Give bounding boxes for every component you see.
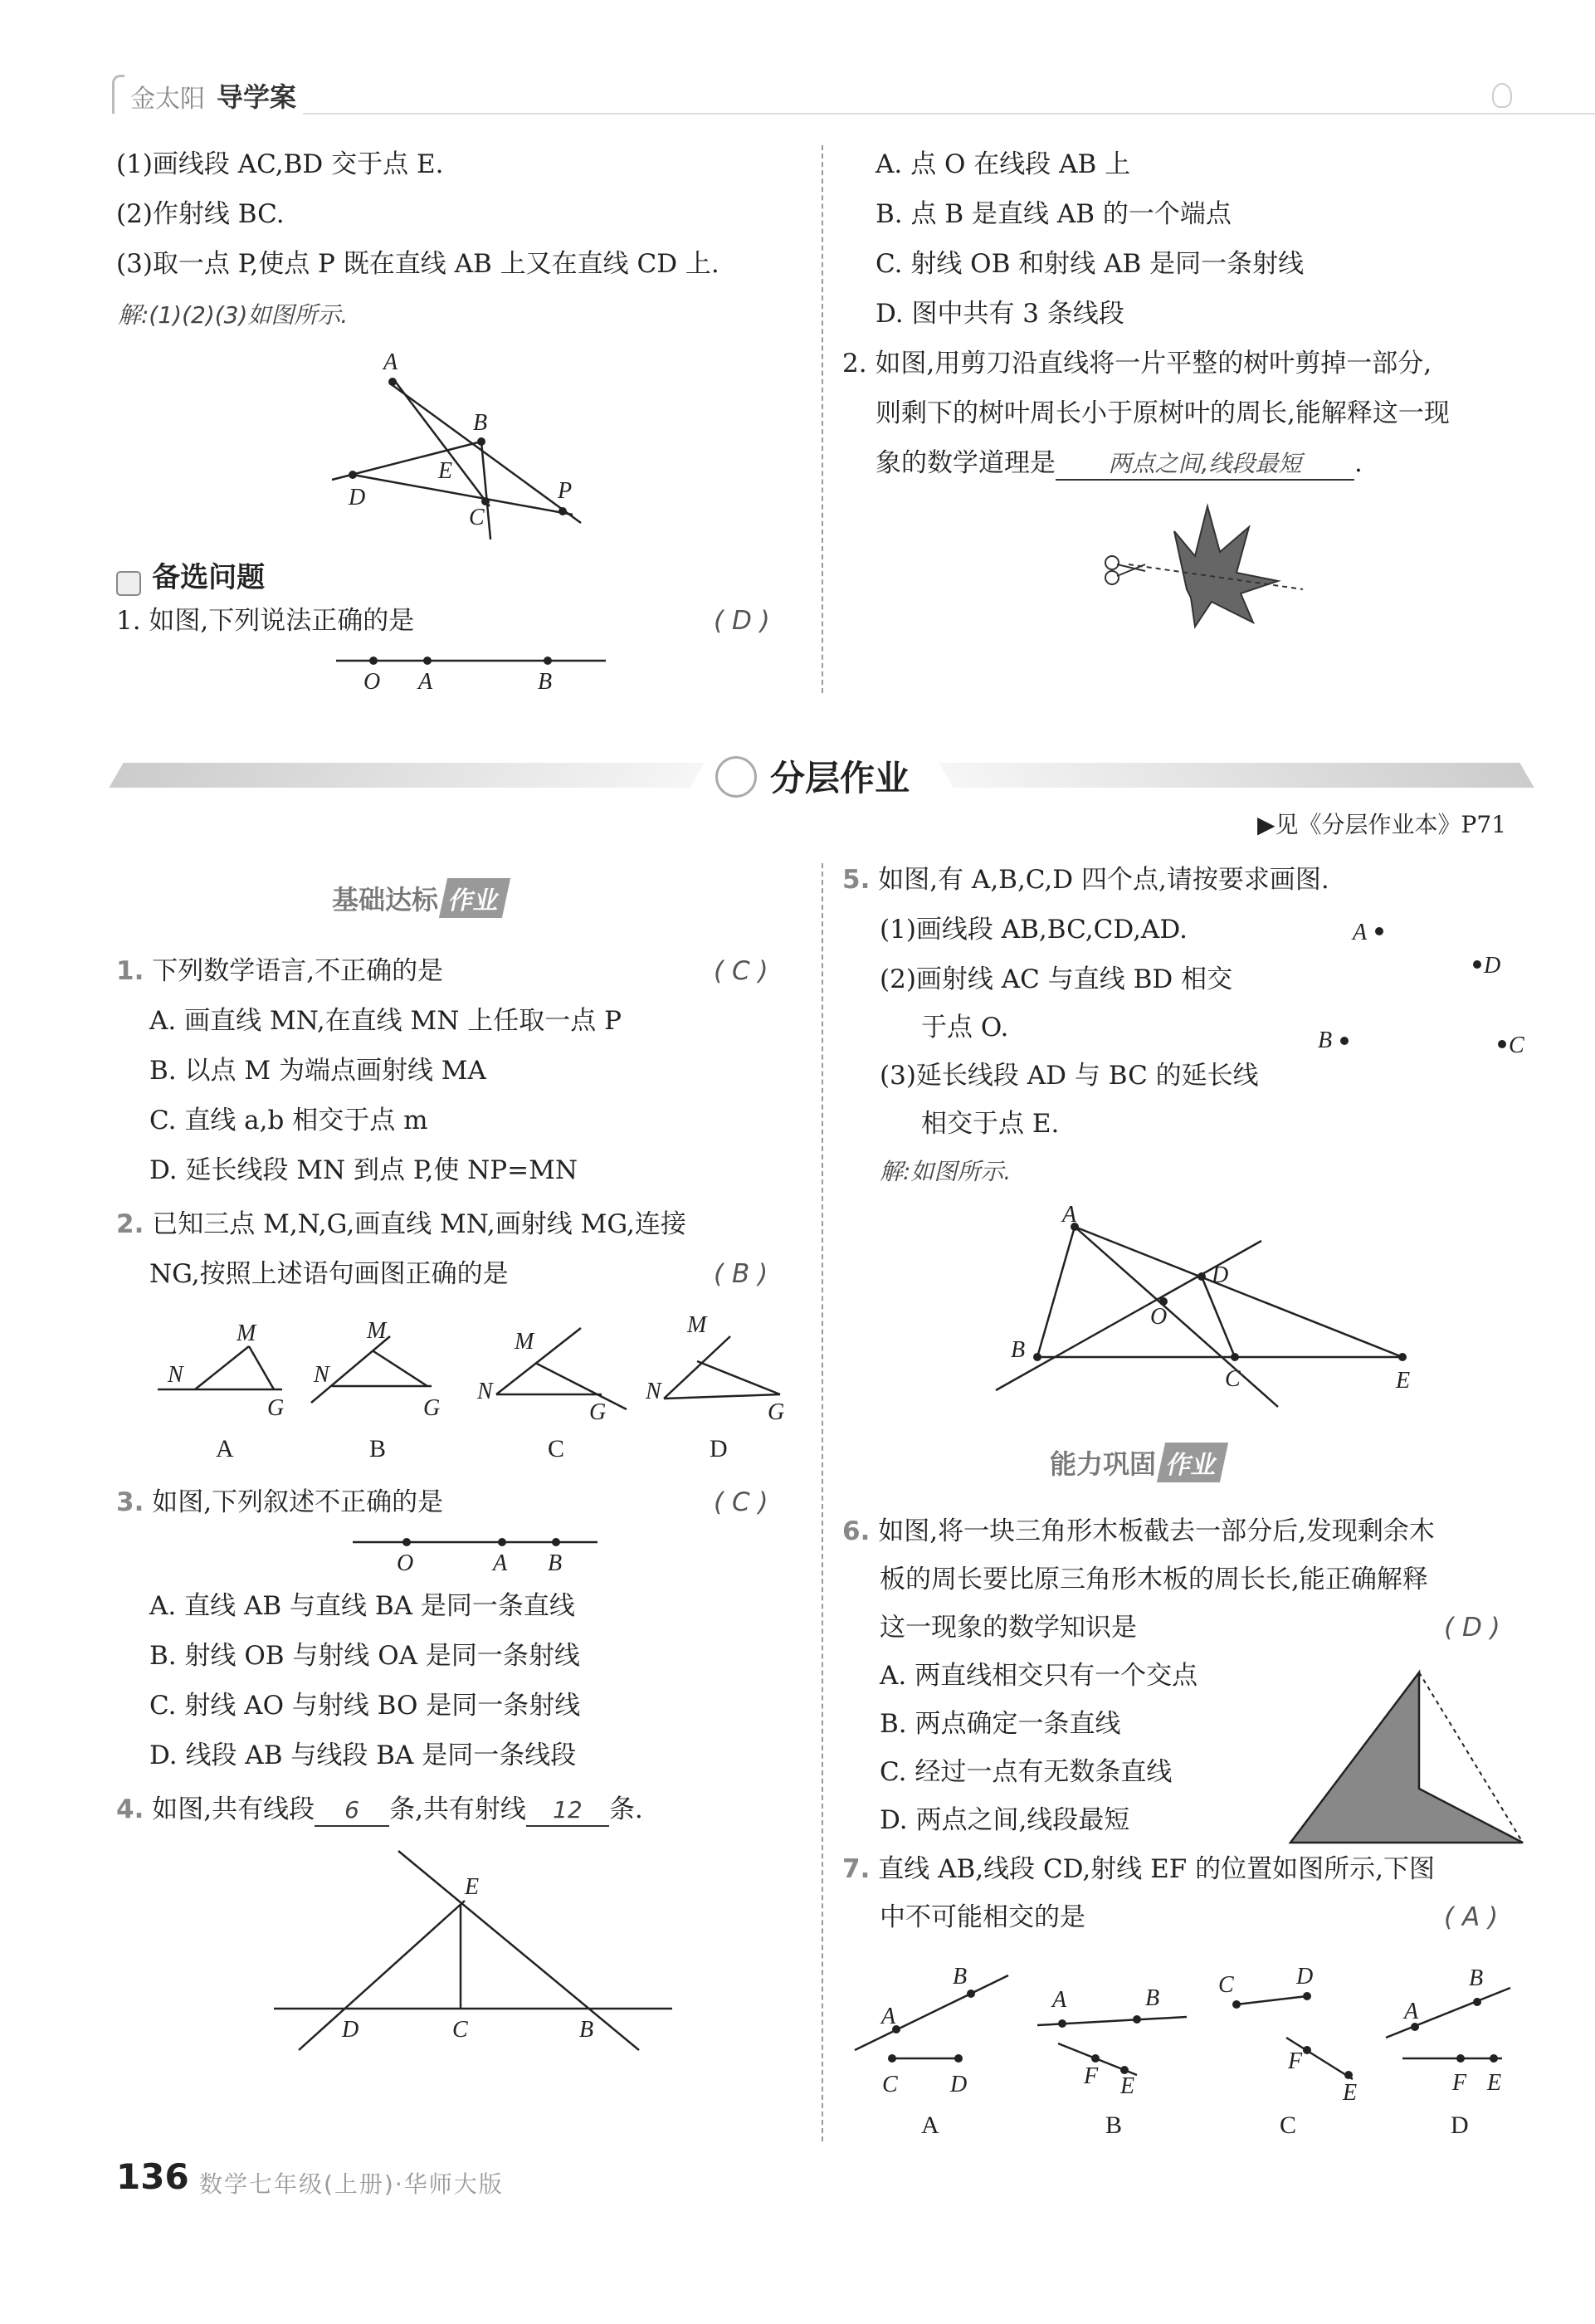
jichu-tag-text: 基础达标 (332, 884, 439, 915)
jq3-option-b: B. 射线 OB 与射线 OA 是同一条射线 (149, 1641, 580, 1671)
jq4-post: 条. (608, 1794, 643, 1824)
nengli-tag (1050, 1443, 1224, 1482)
q2-post: . (1354, 448, 1363, 478)
beixuan-q2-line3 (876, 447, 1363, 481)
beixuan-option-d: D. 图中共有 3 条线段 (876, 299, 1124, 329)
label-A: A (383, 349, 398, 375)
jq1 (116, 954, 443, 988)
choice-D: D (710, 1435, 728, 1462)
rq7-num: 7. (842, 1854, 871, 1884)
jq1-text: 下列数学语言,不正确的是 (152, 956, 444, 986)
jq3 (116, 1486, 443, 1519)
label-C: C (469, 505, 485, 530)
rq6-line1 (842, 1515, 1435, 1548)
b-G: G (423, 1395, 441, 1421)
header-left-bracket (112, 75, 124, 114)
d-M: M (687, 1312, 707, 1338)
beixuan-heading (116, 554, 265, 596)
c-D: D (1296, 1964, 1314, 1990)
label-B: B (538, 669, 553, 695)
rq6-triangle-figure (1286, 1664, 1535, 1855)
beixuan-title: 备选问题 (152, 561, 266, 594)
jq2-text1: 已知三点 M,N,G,画直线 MN,画射线 MG,连接 (152, 1209, 686, 1239)
rq6-option-b: B. 两点确定一条直线 (880, 1709, 1121, 1739)
a-C: C (882, 2072, 898, 2097)
label-D: D (342, 2017, 359, 2043)
rq5-text: 如图,有 A,B,C,D 四个点,请按要求画图. (878, 865, 1329, 895)
jq2-line1 (116, 1208, 686, 1241)
rq5-s2a: (2)画射线 AC 与直线 BD 相交 (880, 964, 1233, 994)
jq2-figures (149, 1303, 797, 1469)
beixuan-option-c: C. 射线 OB 和射线 AB 是同一条射线 (876, 249, 1305, 279)
nengli-tag-zuoye: 作业 (1157, 1443, 1228, 1482)
d-F: F (1452, 2070, 1467, 2096)
rq6-option-c: C. 经过一点有无数条直线 (880, 1757, 1173, 1787)
label-B: B (473, 410, 488, 436)
rq5-sol: 解:如图所示. (880, 1158, 1012, 1185)
section-band (116, 743, 1527, 809)
page-number: 136 (116, 2156, 189, 2197)
pt-A: A (1353, 920, 1368, 945)
jq2-num: 2. (116, 1209, 144, 1239)
a-A: A (881, 2004, 896, 2029)
rq6-option-d: D. 两点之间,线段最短 (880, 1805, 1130, 1835)
label-B: B (579, 2017, 594, 2043)
rq5-s2b: 于点 O. (921, 1013, 1009, 1042)
beixuan-q1-answer: ( D ) (714, 606, 770, 636)
book-title: 数学七年级(上册)·华师大版 (199, 2170, 504, 2198)
d-N: N (646, 1379, 661, 1404)
rq5-num: 5. (842, 865, 871, 895)
column-divider-main (822, 863, 823, 2141)
q2-pre: 象的数学道理是 (876, 448, 1056, 478)
c-N: N (477, 1379, 493, 1404)
a-D: D (950, 2072, 968, 2097)
c-E: E (1343, 2080, 1358, 2106)
beixuan-option-b: B. 点 B 是直线 AB 的一个端点 (876, 199, 1232, 229)
jq4-answer-2: 12 (526, 1795, 609, 1827)
jq1-answer: ( C ) (714, 956, 768, 986)
label-P: P (558, 478, 573, 504)
section-icon (715, 756, 757, 798)
column-divider-top (822, 145, 823, 693)
b-B: B (1145, 1985, 1160, 2011)
jq3-text: 如图,下列叙述不正确的是 (152, 1487, 444, 1517)
step-2: (2)作射线 BC. (116, 199, 285, 229)
label-A: A (418, 669, 433, 695)
jq3-option-a: A. 直线 AB 与直线 BA 是同一条直线 (149, 1591, 575, 1621)
c-M: M (515, 1329, 534, 1355)
leaf-figure (1095, 498, 1311, 631)
figure-lines-ab-cd (315, 340, 598, 540)
c-C: C (1218, 1972, 1234, 1998)
sol-A: A (1062, 1204, 1077, 1228)
section-title: 分层作业 (770, 758, 910, 798)
label-E: E (465, 1874, 480, 1900)
bulb-icon (1492, 83, 1512, 108)
rq7-line2: 中不可能相交的是 (880, 1902, 1085, 1932)
d-G: G (768, 1399, 785, 1425)
d-E: E (1487, 2070, 1502, 2096)
sol-E: E (1396, 1368, 1411, 1394)
choice-B: B (369, 1435, 387, 1462)
jq3-option-d: D. 线段 AB 与线段 BA 是同一条线段 (149, 1741, 577, 1770)
jq3-option-c: C. 射线 AO 与射线 BO 是同一条射线 (149, 1691, 581, 1721)
q7-choice-D: D (1451, 2112, 1469, 2139)
jq4-num: 4. (116, 1794, 144, 1824)
jq1-option-b: B. 以点 M 为端点画射线 MA (149, 1056, 486, 1086)
jq4 (116, 1793, 643, 1827)
beixuan-q1-figure (332, 647, 614, 697)
jichu-tag-zuoye: 作业 (439, 878, 510, 918)
label-A: A (493, 1550, 508, 1576)
step-3: (3)取一点 P,使点 P 既在直线 AB 上又在直线 CD 上. (116, 249, 719, 279)
rq7-answer: ( A ) (1444, 1902, 1499, 1932)
label-D: D (349, 485, 366, 510)
rq5-s1: (1)画线段 AB,BC,CD,AD. (880, 915, 1188, 945)
pt-B: B (1318, 1028, 1333, 1053)
sol-B: B (1011, 1337, 1026, 1363)
header-brand: 金太阳 (130, 85, 205, 114)
b-F: F (1084, 2063, 1099, 2089)
jq4-mid: 条,共有射线 (389, 1794, 526, 1824)
jq1-option-a: A. 画直线 MN,在直线 MN 上任取一点 P (149, 1006, 622, 1036)
beixuan-q1: 1. 如图,下列说法正确的是 (116, 606, 415, 636)
solution-text: 解:(1)(2)(3)如图所示. (118, 301, 349, 329)
q7-choice-A: A (921, 2112, 939, 2139)
jq3-figure (349, 1527, 614, 1577)
jichu-tag (332, 878, 506, 918)
band-left (109, 763, 704, 788)
jq1-option-d: D. 延长线段 MN 到点 P,使 NP=MN (149, 1155, 578, 1185)
rq5 (842, 863, 1329, 896)
jq1-num: 1. (116, 956, 144, 986)
section-reference: ▶见《分层作业本》P71 (1257, 811, 1507, 838)
jq4-pre: 如图,共有线段 (152, 1794, 315, 1824)
rq7-text1: 直线 AB,线段 CD,射线 EF 的位置如图所示,下图 (878, 1854, 1435, 1884)
sol-C: C (1225, 1366, 1241, 1392)
q2-answer: 两点之间,线段最短 (1056, 449, 1354, 481)
jq4-answer-1: 6 (315, 1795, 389, 1827)
label-C: C (452, 2017, 468, 2043)
b-M: M (367, 1318, 387, 1344)
q7-choice-C: C (1280, 2112, 1297, 2139)
beixuan-icon (116, 571, 141, 596)
band-right (939, 763, 1534, 788)
rq6-option-a: A. 两直线相交只有一个交点 (880, 1661, 1198, 1691)
b-N: N (314, 1362, 329, 1388)
label-O: O (363, 669, 381, 695)
beixuan-q2-line2: 则剩下的树叶周长小于原树叶的周长,能解释这一现 (876, 398, 1450, 428)
d-A: A (1404, 1999, 1419, 2024)
rq6-line2: 板的周长要比原三角形木板的周长长,能正确解释 (880, 1565, 1428, 1594)
label-B: B (548, 1550, 563, 1576)
jq3-answer: ( C ) (714, 1487, 768, 1517)
rq6-num: 6. (842, 1516, 871, 1546)
page-header (112, 66, 1523, 116)
rq5-s3b: 相交于点 E. (921, 1109, 1060, 1139)
rq5-solution-figure (988, 1204, 1436, 1411)
rq6-text1: 如图,将一块三角形木板截去一部分后,发现剩余木 (878, 1516, 1435, 1546)
rq7-line1 (842, 1853, 1435, 1886)
rq7-figures (846, 1950, 1527, 2150)
sol-D: D (1212, 1262, 1229, 1288)
jq4-figure (266, 1843, 697, 2058)
d-B: B (1469, 1965, 1484, 1991)
step-1: (1)画线段 AC,BD 交于点 E. (116, 149, 444, 179)
jq2-line2: NG,按照上述语句画图正确的是 (149, 1259, 509, 1289)
rq6-answer: ( D ) (1444, 1613, 1500, 1643)
pt-C: C (1509, 1033, 1524, 1058)
rq5-s3a: (3)延长线段 AD 与 BC 的延长线 (880, 1061, 1259, 1091)
label-O: O (397, 1550, 414, 1576)
nengli-tag-text: 能力巩固 (1050, 1448, 1157, 1480)
choice-C: C (548, 1435, 565, 1462)
a-M: M (237, 1321, 256, 1346)
jq3-num: 3. (116, 1487, 144, 1517)
a-B: B (953, 1964, 968, 1990)
header-title: 导学案 (217, 81, 297, 113)
label-E: E (438, 458, 453, 484)
b-E: E (1120, 2073, 1135, 2099)
beixuan-option-a: A. 点 O 在线段 AB 上 (876, 149, 1131, 179)
q7-choice-B: B (1105, 2112, 1123, 2139)
b-A: A (1052, 1987, 1067, 2013)
choice-A: A (216, 1435, 234, 1462)
pt-D: D (1484, 953, 1501, 979)
header-rule (303, 113, 1595, 115)
a-G: G (267, 1395, 285, 1421)
beixuan-q2-line1: 2. 如图,用剪刀沿直线将一片平整的树叶剪掉一部分, (842, 349, 1432, 378)
a-N: N (168, 1362, 183, 1388)
jq2-answer: ( B ) (714, 1259, 768, 1289)
rq5-points (1303, 905, 1552, 1071)
rq6-line3: 这一现象的数学知识是 (880, 1613, 1137, 1643)
sol-O: O (1150, 1304, 1168, 1330)
c-F: F (1288, 2048, 1303, 2074)
jq1-option-c: C. 直线 a,b 相交于点 m (149, 1106, 428, 1135)
c-G: G (589, 1399, 607, 1425)
